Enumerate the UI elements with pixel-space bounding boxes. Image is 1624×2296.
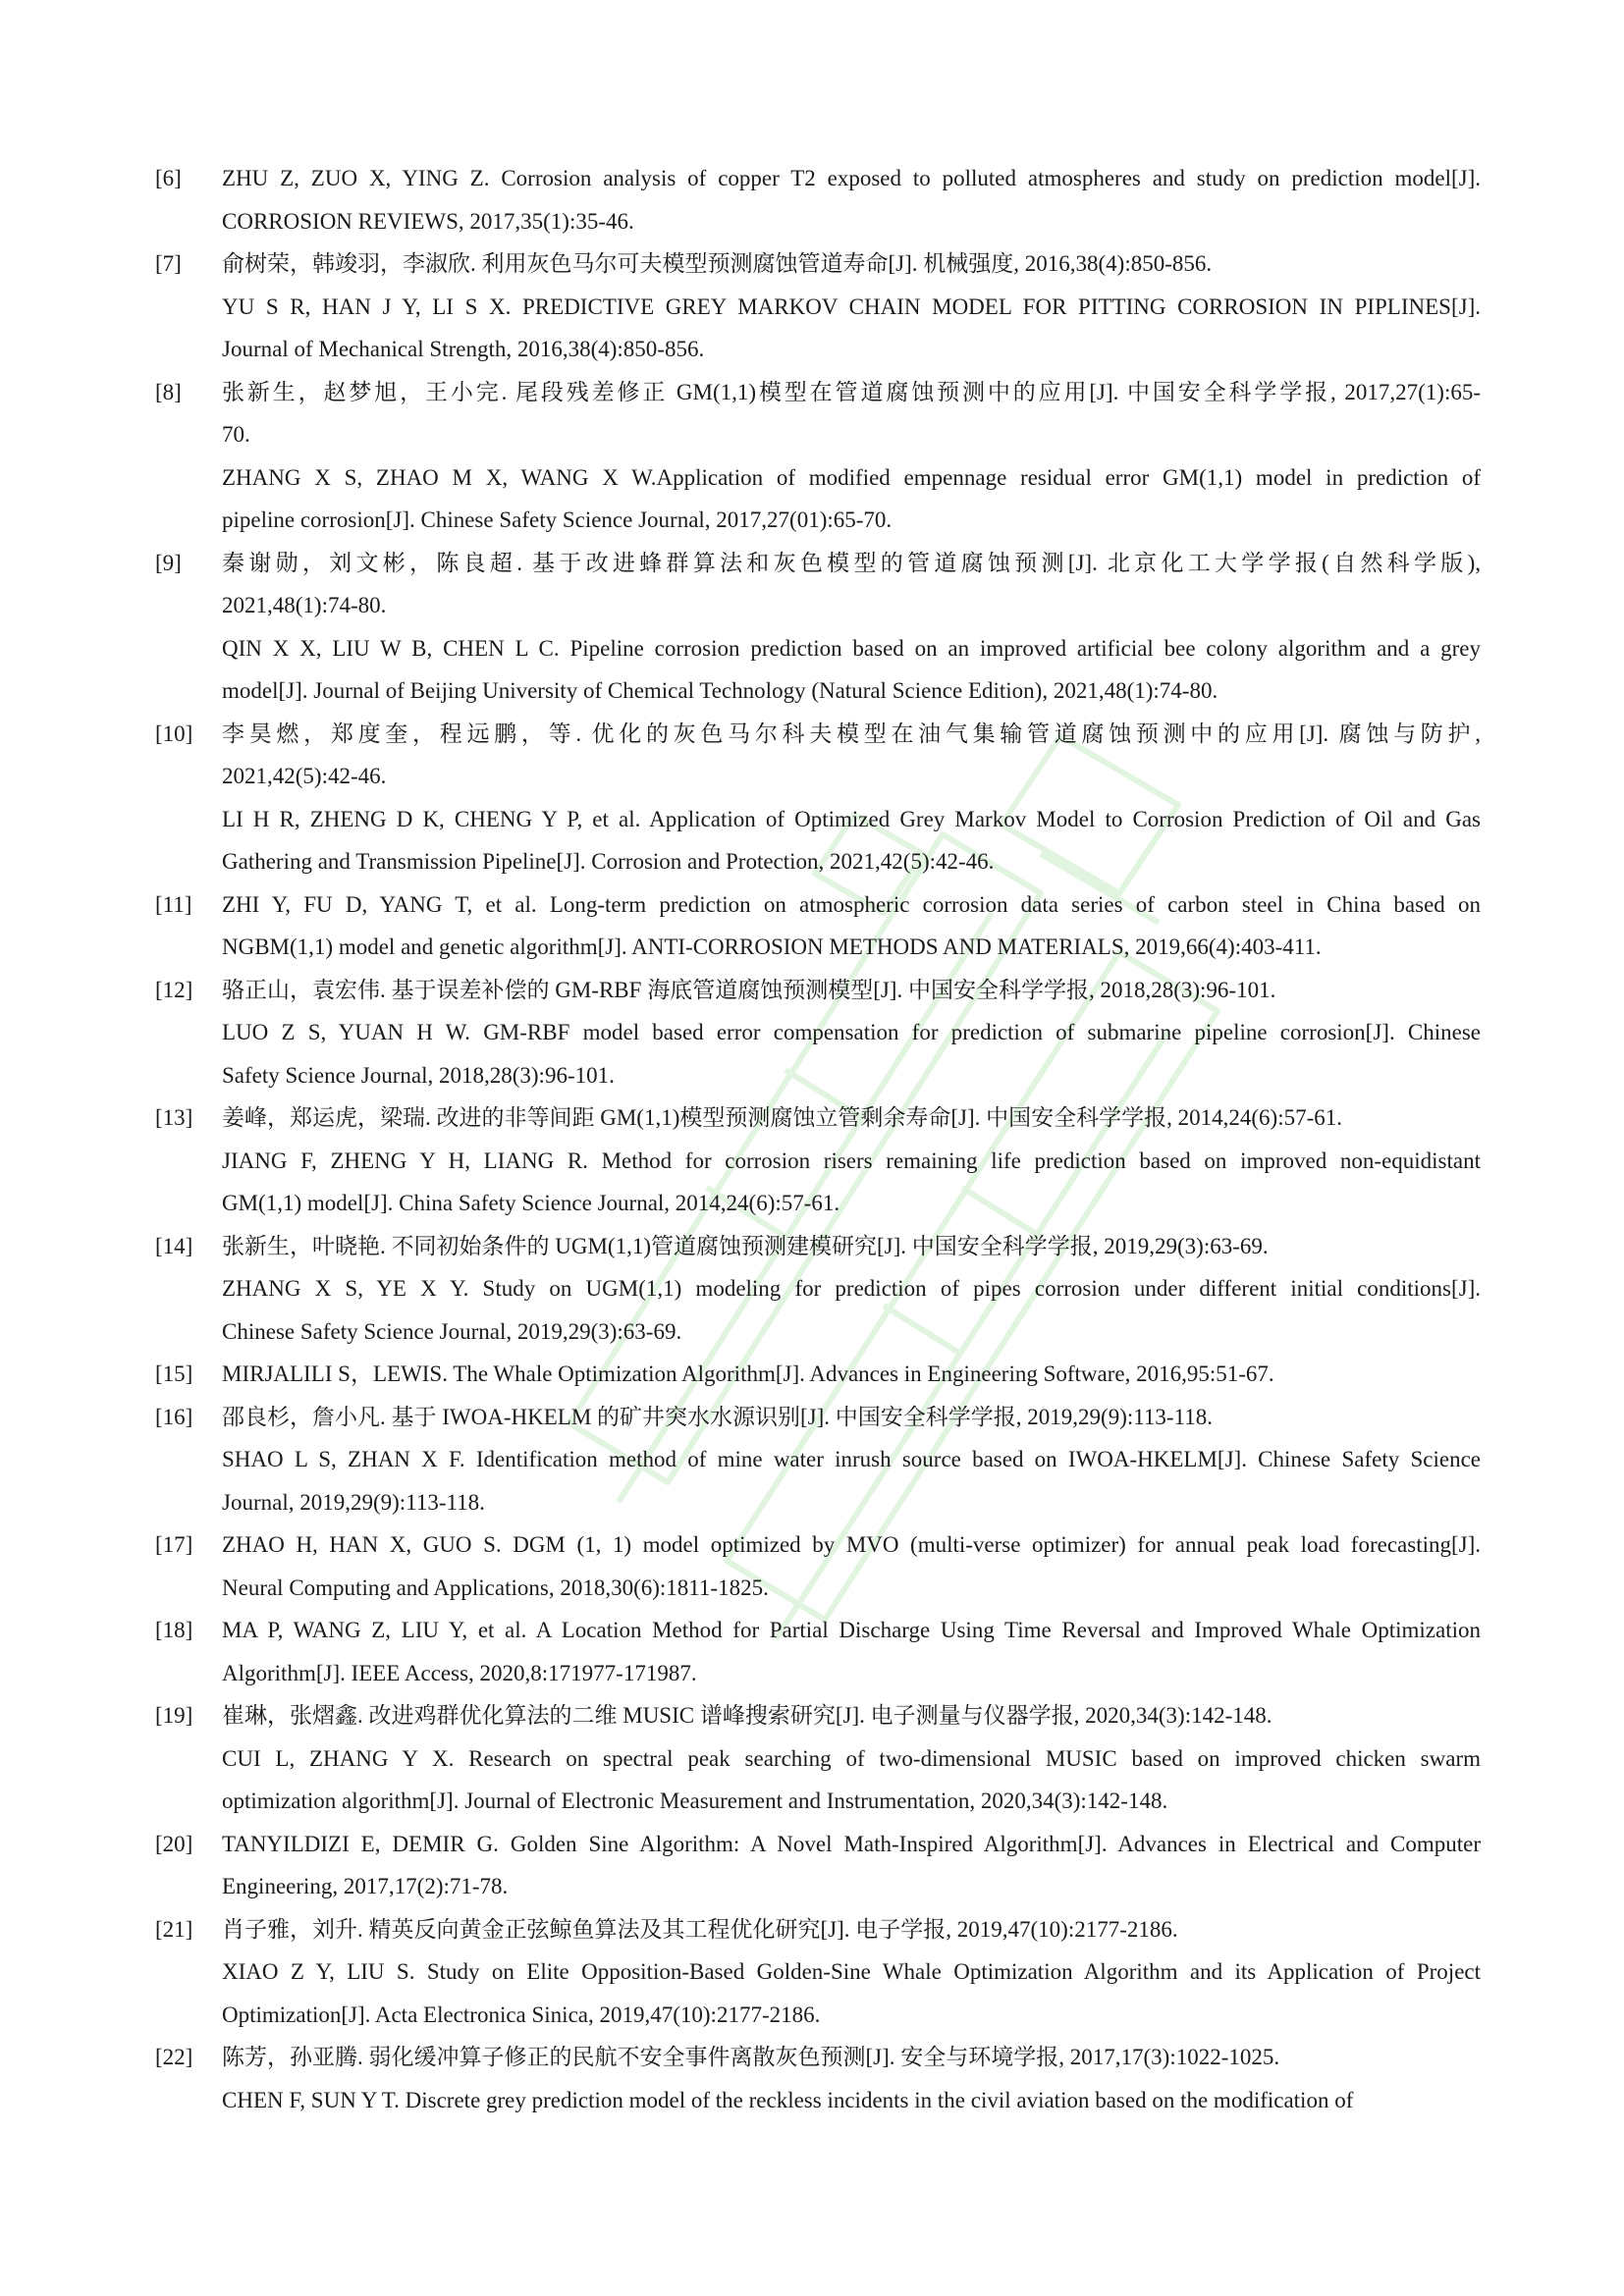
- reference-text: [222, 1396, 1481, 1524]
- reference-text: [222, 242, 1481, 371]
- reference-text: [222, 1225, 1481, 1354]
- reference-line: Gathering and Transmission Pipeline[J]. Corrosion and Protection, 2021,42(5):42-46.: [222, 849, 995, 874]
- reference-line: ZHANG X S, ZHAO M X, WANG X W.Application of modified empennage residual error GM(1,1) model in prediction of: [222, 464, 1481, 490]
- reference-number: [15]: [155, 1362, 193, 1386]
- reference-number: [19]: [155, 1703, 193, 1728]
- reference-line: ZHU Z, ZUO X, YING Z. Corrosion analysis of copper T2 exposed to polluted atmospheres and study on prediction model[J].: [222, 166, 1481, 190]
- reference-line: 俞树荣，韩竣羽，李淑欣. 利用灰色马尔可夫模型预测腐蚀管道寿命[J]. 机械强度, 2016,38(4):850-856.: [222, 251, 1213, 276]
- reference-line: Neural Computing and Applications, 2018,30(6):1811-1825.: [222, 1575, 769, 1600]
- reference-line: CORROSION REVIEWS, 2017,35(1):35-46.: [222, 208, 634, 234]
- reference-number: [21]: [155, 1916, 193, 1942]
- reference-line: Journal of Mechanical Strength, 2016,38(4):850-856.: [222, 337, 705, 361]
- reference-line: ZHAO H, HAN X, GUO S. DGM (1, 1) model optimized by MVO (multi-verse optimizer) for annual peak load forecasting[J].: [222, 1532, 1481, 1557]
- reference-line: pipeline corrosion[J]. Chinese Safety Science Journal, 2017,27(01):65-70.: [222, 507, 893, 532]
- reference-item: [155, 713, 1481, 883]
- reference-line: Journal, 2019,29(9):113-118.: [222, 1489, 485, 1515]
- reference-line: CUI L, ZHANG Y X. Research on spectral peak searching of two-dimensional MUSIC based on improved chicken swarm: [222, 1745, 1481, 1771]
- reference-line: SHAO L S, ZHAN X F. Identification method of mine water inrush source based on IWOA-HKELM[J]. Chinese Safety Science: [222, 1447, 1481, 1471]
- reference-line: 2021,48(1):74-80.: [222, 593, 387, 617]
- reference-line: Algorithm[J]. IEEE Access, 2020,8:171977-171987.: [222, 1660, 697, 1685]
- reference-item: [155, 242, 1481, 371]
- reference-item: [155, 1609, 1481, 1694]
- reference-line: Optimization[J]. Acta Electronica Sinica, 2019,47(10):2177-2186.: [222, 2002, 821, 2027]
- reference-list: [155, 157, 1481, 2121]
- reference-item: [155, 371, 1481, 542]
- reference-line: MIRJALILI S，LEWIS. The Whale Optimization Algorithm[J]. Advances in Engineering Software, 2016,95:51-67.: [222, 1362, 1274, 1386]
- reference-number: [10]: [155, 721, 193, 746]
- reference-line: model[J]. Journal of Beijing University of Chemical Technology (Natural Science Edition), 2021,48(1):74-80.: [222, 678, 1218, 703]
- reference-text: [222, 1694, 1481, 1823]
- reference-line: GM(1,1) model[J]. China Safety Science Journal, 2014,24(6):57-61.: [222, 1191, 840, 1215]
- reference-line: 张新生，赵梦旭，王小完. 尾段残差修正 GM(1,1)模型在管道腐蚀预测中的应用[J]. 中国安全科学学报, 2017,27(1):65-: [222, 379, 1481, 404]
- reference-item: [155, 969, 1481, 1097]
- reference-line: 崔琳，张熠鑫. 改进鸡群优化算法的二维 MUSIC 谱峰搜索研究[J]. 电子测量与仪器学报, 2020,34(3):142-148.: [222, 1703, 1272, 1728]
- reference-line: MA P, WANG Z, LIU Y, et al. A Location Method for Partial Discharge Using Time Reversal and Improved Whale Optimization: [222, 1618, 1481, 1642]
- reference-text: [222, 1096, 1481, 1225]
- reference-item: [155, 1523, 1481, 1609]
- reference-line: 李昊燃，郑度奎，程远鹏，等. 优化的灰色马尔科夫模型在油气集输管道腐蚀预测中的应用[J]. 腐蚀与防护,: [222, 721, 1481, 746]
- reference-line: YU S R, HAN J Y, LI S X. PREDICTIVE GREY MARKOV CHAIN MODEL FOR PITTING CORROSION IN PIPLINES[J].: [222, 294, 1481, 319]
- reference-number: [20]: [155, 1831, 193, 1856]
- reference-line: 肖子雅，刘升. 精英反向黄金正弦鲸鱼算法及其工程优化研究[J]. 电子学报, 2019,47(10):2177-2186.: [222, 1916, 1178, 1942]
- reference-line: 陈芳，孙亚腾. 弱化缓冲算子修正的民航不安全事件离散灰色预测[J]. 安全与环境学报, 2017,17(3):1022-1025.: [222, 2045, 1280, 2069]
- reference-text: [222, 1609, 1481, 1694]
- reference-line: TANYILDIZI E, DEMIR G. Golden Sine Algorithm: A Novel Math-Inspired Algorithm[J]. Advances in Electrical and Computer: [222, 1831, 1481, 1856]
- reference-line: NGBM(1,1) model and genetic algorithm[J]. ANTI-CORROSION METHODS AND MATERIALS, 2019,66(4):403-411.: [222, 934, 1322, 959]
- reference-item: [155, 883, 1481, 969]
- reference-number: [22]: [155, 2045, 193, 2069]
- reference-number: [17]: [155, 1532, 193, 1557]
- reference-text: [222, 542, 1481, 713]
- reference-text: [222, 371, 1481, 542]
- reference-line: 70.: [222, 422, 250, 447]
- reference-number: [6]: [155, 166, 182, 190]
- reference-item: [155, 1694, 1481, 1823]
- reference-text: [222, 1823, 1481, 1908]
- reference-number: [16]: [155, 1404, 193, 1429]
- reference-item: [155, 1823, 1481, 1908]
- reference-line: Chinese Safety Science Journal, 2019,29(3):63-69.: [222, 1318, 682, 1344]
- reference-number: [8]: [155, 379, 182, 404]
- reference-line: 姜峰，郑运虎，梁瑞. 改进的非等间距 GM(1,1)模型预测腐蚀立管剩余寿命[J]. 中国安全科学学报, 2014,24(6):57-61.: [222, 1105, 1343, 1130]
- reference-text: [222, 969, 1481, 1097]
- reference-number: [13]: [155, 1105, 193, 1130]
- reference-text: [222, 1908, 1481, 2037]
- reference-text: [222, 157, 1481, 242]
- reference-item: [155, 1225, 1481, 1354]
- reference-line: 2021,42(5):42-46.: [222, 764, 387, 788]
- reference-item: [155, 2036, 1481, 2121]
- reference-number: [14]: [155, 1233, 193, 1258]
- reference-item: [155, 157, 1481, 242]
- reference-item: [155, 1096, 1481, 1225]
- reference-text: [222, 1353, 1481, 1396]
- reference-line: JIANG F, ZHENG Y H, LIANG R. Method for corrosion risers remaining life prediction based on improved non-equidistant: [222, 1148, 1481, 1173]
- reference-item: [155, 1908, 1481, 2037]
- reference-line: XIAO Z Y, LIU S. Study on Elite Opposition-Based Golden-Sine Whale Optimization Algorithm and its Application of Project: [222, 1959, 1481, 1984]
- reference-number: [11]: [155, 891, 192, 917]
- reference-text: [222, 1523, 1481, 1609]
- reference-line: QIN X X, LIU W B, CHEN L C. Pipeline corrosion prediction based on an improved artificial bee colony algorithm and a grey: [222, 635, 1481, 661]
- reference-line: LI H R, ZHENG D K, CHENG Y P, et al. Application of Optimized Grey Markov Model to Corrosion Prediction of Oil and Gas: [222, 806, 1481, 831]
- reference-item: [155, 1396, 1481, 1524]
- reference-line: 秦谢勋，刘文彬，陈良超. 基于改进蜂群算法和灰色模型的管道腐蚀预测[J]. 北京化工大学学报(自然科学版),: [222, 550, 1481, 575]
- reference-item: [155, 542, 1481, 713]
- reference-text: [222, 883, 1481, 969]
- reference-line: Engineering, 2017,17(2):71-78.: [222, 1874, 509, 1898]
- reference-line: Safety Science Journal, 2018,28(3):96-101.: [222, 1062, 615, 1088]
- reference-text: [222, 713, 1481, 883]
- reference-item: [155, 1353, 1481, 1396]
- reference-number: [9]: [155, 550, 182, 575]
- reference-number: [18]: [155, 1618, 193, 1642]
- reference-line: CHEN F, SUN Y T. Discrete grey prediction model of the reckless incidents in the civil aviation based on the modification of: [222, 2087, 1354, 2112]
- reference-line: LUO Z S, YUAN H W. GM-RBF model based error compensation for prediction of submarine pipeline corrosion[J]. Chinese: [222, 1020, 1481, 1044]
- reference-line: 张新生，叶晓艳. 不同初始条件的 UGM(1,1)管道腐蚀预测建模研究[J]. 中国安全科学学报, 2019,29(3):63-69.: [222, 1233, 1269, 1258]
- reference-line: ZHI Y, FU D, YANG T, et al. Long-term prediction on atmospheric corrosion data series of carbon steel in China based on: [222, 891, 1481, 917]
- reference-line: ZHANG X S, YE X Y. Study on UGM(1,1) modeling for prediction of pipes corrosion under different initial conditions[J].: [222, 1276, 1481, 1301]
- reference-line: 骆正山，袁宏伟. 基于误差补偿的 GM-RBF 海底管道腐蚀预测模型[J]. 中国安全科学学报, 2018,28(3):96-101.: [222, 977, 1276, 1002]
- reference-number: [12]: [155, 977, 193, 1002]
- reference-number: [7]: [155, 251, 182, 276]
- reference-line: optimization algorithm[J]. Journal of Electronic Measurement and Instrumentation, 2020,34(3):142-148.: [222, 1789, 1168, 1813]
- reference-line: 邵良杉，詹小凡. 基于 IWOA-HKELM 的矿井突水水源识别[J]. 中国安全科学学报, 2019,29(9):113-118.: [222, 1404, 1213, 1429]
- reference-text: [222, 2036, 1481, 2121]
